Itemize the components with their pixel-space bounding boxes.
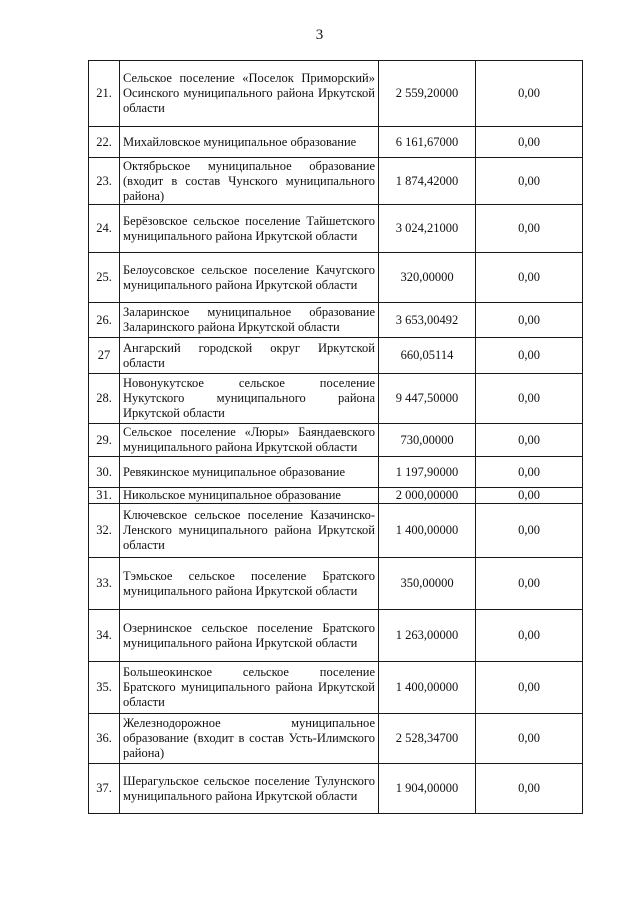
row-number: 34.: [89, 610, 120, 662]
row-number: 25.: [89, 253, 120, 303]
amount-cell: 2 528,34700: [379, 714, 476, 764]
municipality-name: Тэмьское сельское поселение Братского муниципального района Иркутской области: [120, 558, 379, 610]
other-amount-cell: 0,00: [476, 205, 583, 253]
row-number: 27: [89, 338, 120, 374]
table-row: [89, 558, 583, 610]
other-amount-cell: 0,00: [476, 338, 583, 374]
municipality-name: Железнодорожное муниципальное образование (входит в состав Усть-Илимского района): [120, 714, 379, 764]
table-row: [89, 253, 583, 303]
row-number: 37.: [89, 764, 120, 814]
other-amount-cell: 0,00: [476, 374, 583, 424]
municipality-name: Ревякинское муниципальное образование: [120, 457, 379, 488]
table-row: [89, 374, 583, 424]
amount-cell: 320,00000: [379, 253, 476, 303]
row-number: 30.: [89, 457, 120, 488]
row-number: 21.: [89, 61, 120, 127]
municipality-name: Сельское поселение «Люры» Баяндаевского муниципального района Иркутской области: [120, 424, 379, 457]
amount-cell: 9 447,50000: [379, 374, 476, 424]
table-row: [89, 61, 583, 127]
municipality-name: Ангарский городской округ Иркутской области: [120, 338, 379, 374]
municipality-name: Октябрьское муниципальное образование (входит в состав Чунского муниципального района): [120, 158, 379, 205]
other-amount-cell: 0,00: [476, 488, 583, 504]
table-row: [89, 205, 583, 253]
other-amount-cell: 0,00: [476, 253, 583, 303]
table-row: [89, 424, 583, 457]
row-number: 23.: [89, 158, 120, 205]
amount-cell: 1 263,00000: [379, 610, 476, 662]
municipality-name: Михайловское муниципальное образование: [120, 127, 379, 158]
municipality-name: Белоусовское сельское поселение Качугского муниципального района Иркутской области: [120, 253, 379, 303]
amount-cell: 6 161,67000: [379, 127, 476, 158]
municipality-name: Ключевское сельское поселение Казачинско-Ленского муниципального района Иркутской области: [120, 504, 379, 558]
row-number: 28.: [89, 374, 120, 424]
row-number: 24.: [89, 205, 120, 253]
other-amount-cell: 0,00: [476, 504, 583, 558]
other-amount-cell: 0,00: [476, 558, 583, 610]
row-number: 35.: [89, 662, 120, 714]
amount-cell: 2 559,20000: [379, 61, 476, 127]
other-amount-cell: 0,00: [476, 303, 583, 338]
table-row: [89, 488, 583, 504]
amount-cell: 660,05114: [379, 338, 476, 374]
table-row: [89, 714, 583, 764]
table-row: [89, 303, 583, 338]
municipality-name: Шерагульское сельское поселение Тулунского муниципального района Иркутской области: [120, 764, 379, 814]
amount-cell: 1 400,00000: [379, 662, 476, 714]
table-body: [89, 61, 583, 814]
amount-cell: 3 024,21000: [379, 205, 476, 253]
allocation-table: [88, 60, 583, 814]
municipality-name: Новонукутское сельское поселение Нукутского муниципального района Иркутской области: [120, 374, 379, 424]
table-row: [89, 158, 583, 205]
table-row: [89, 610, 583, 662]
other-amount-cell: 0,00: [476, 764, 583, 814]
table-row: [89, 504, 583, 558]
row-number: 29.: [89, 424, 120, 457]
municipality-name: Заларинское муниципальное образование Заларинского района Иркутской области: [120, 303, 379, 338]
amount-cell: 3 653,00492: [379, 303, 476, 338]
amount-cell: 2 000,00000: [379, 488, 476, 504]
other-amount-cell: 0,00: [476, 662, 583, 714]
other-amount-cell: 0,00: [476, 714, 583, 764]
table-row: [89, 457, 583, 488]
municipality-name: Озернинское сельское поселение Братского муниципального района Иркутской области: [120, 610, 379, 662]
amount-cell: 1 197,90000: [379, 457, 476, 488]
municipality-name: Большеокинское сельское поселение Братского муниципального района Иркутской области: [120, 662, 379, 714]
municipality-name: Берёзовское сельское поселение Тайшетского муниципального района Иркутской области: [120, 205, 379, 253]
table-row: [89, 764, 583, 814]
row-number: 26.: [89, 303, 120, 338]
table-row: [89, 662, 583, 714]
row-number: 22.: [89, 127, 120, 158]
other-amount-cell: 0,00: [476, 610, 583, 662]
row-number: 36.: [89, 714, 120, 764]
page-number: 3: [315, 27, 324, 43]
row-number: 31.: [89, 488, 120, 504]
amount-cell: 730,00000: [379, 424, 476, 457]
other-amount-cell: 0,00: [476, 127, 583, 158]
municipality-name: Сельское поселение «Поселок Приморский» Осинского муниципального района Иркутской области: [120, 61, 379, 127]
amount-cell: 350,00000: [379, 558, 476, 610]
municipality-name: Никольское муниципальное образование: [120, 488, 379, 504]
row-number: 32.: [89, 504, 120, 558]
other-amount-cell: 0,00: [476, 424, 583, 457]
amount-cell: 1 874,42000: [379, 158, 476, 205]
row-number: 33.: [89, 558, 120, 610]
other-amount-cell: 0,00: [476, 158, 583, 205]
table-row: [89, 338, 583, 374]
other-amount-cell: 0,00: [476, 457, 583, 488]
amount-cell: 1 904,00000: [379, 764, 476, 814]
other-amount-cell: 0,00: [476, 61, 583, 127]
table-row: [89, 127, 583, 158]
amount-cell: 1 400,00000: [379, 504, 476, 558]
